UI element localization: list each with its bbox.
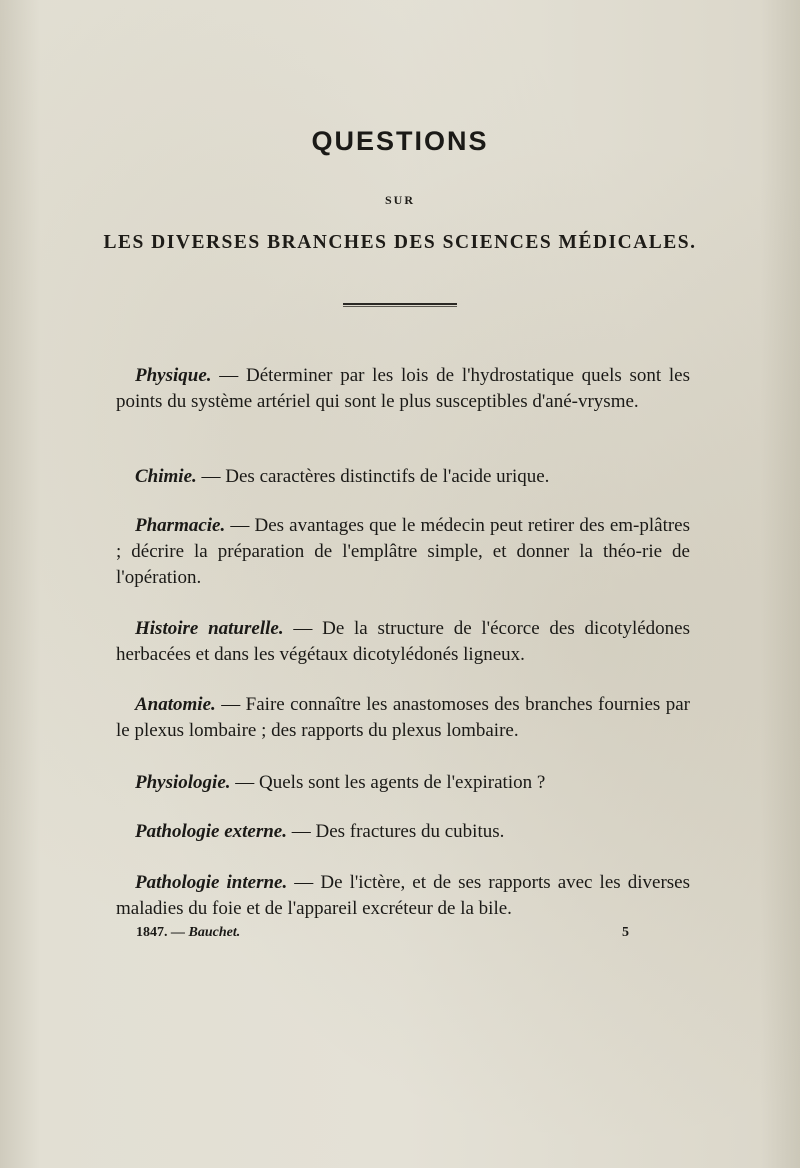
printer-footer xyxy=(136,925,240,941)
footer-year: 1847. xyxy=(136,925,168,940)
question-physique xyxy=(116,363,690,415)
question-pathologie-interne xyxy=(116,870,690,922)
question-subject: Pathologie externe. xyxy=(135,821,287,842)
footer-publisher: — Bauchet. xyxy=(171,925,241,940)
title-connector: SUR xyxy=(384,193,415,207)
question-anatomie xyxy=(116,692,690,744)
question-subject: Histoire naturelle. xyxy=(135,618,284,639)
question-text: — Des caractères distinctifs de l'acide urique. xyxy=(201,466,550,487)
decorative-rule xyxy=(343,303,457,307)
question-text: — Déterminer par les lois de l'hydrostatique quels sont les points du système artériel qui sont le plus susceptibles d'ané-vrysme. xyxy=(116,365,690,412)
question-text: — Des avantages que le médecin peut retirer des em-plâtres ; décrire la préparation de l'emplâtre simple, et donner la théo-rie de l'opération. xyxy=(116,515,690,588)
signature-mark: 5 xyxy=(622,925,629,940)
question-text: — De la structure de l'écorce des dicotylédones herbacées et dans les végétaux dicotylédonés ligneux. xyxy=(116,618,691,665)
question-subject: Physiologie. xyxy=(135,772,231,793)
question-subject: Anatomie. xyxy=(135,694,216,715)
question-chimie xyxy=(116,464,690,490)
question-physiologie xyxy=(116,770,690,796)
document-subtitle: LES DIVERSES BRANCHES DES SCIENCES MÉDICALES. xyxy=(103,232,697,253)
question-text: — De l'ictère, et de ses rapports avec les diverses maladies du foie et de l'appareil excréteur de la bile. xyxy=(116,872,690,919)
document-title: QUESTIONS xyxy=(311,126,489,156)
question-text: — Quels sont les agents de l'expiration ? xyxy=(235,772,546,793)
question-pathologie-externe xyxy=(116,819,690,845)
question-pharmacie xyxy=(116,513,690,591)
question-subject: Pathologie interne. xyxy=(135,872,288,893)
question-subject: Chimie. xyxy=(135,466,197,487)
question-subject: Pharmacie. xyxy=(135,515,226,536)
question-histoire-naturelle xyxy=(116,616,690,668)
question-text: — Faire connaître les anastomoses des branches fournies par le plexus lombaire ; des rapports du plexus lombaire. xyxy=(116,694,690,741)
question-subject: Physique. xyxy=(135,365,212,386)
question-text: — Des fractures du cubitus. xyxy=(291,821,505,842)
